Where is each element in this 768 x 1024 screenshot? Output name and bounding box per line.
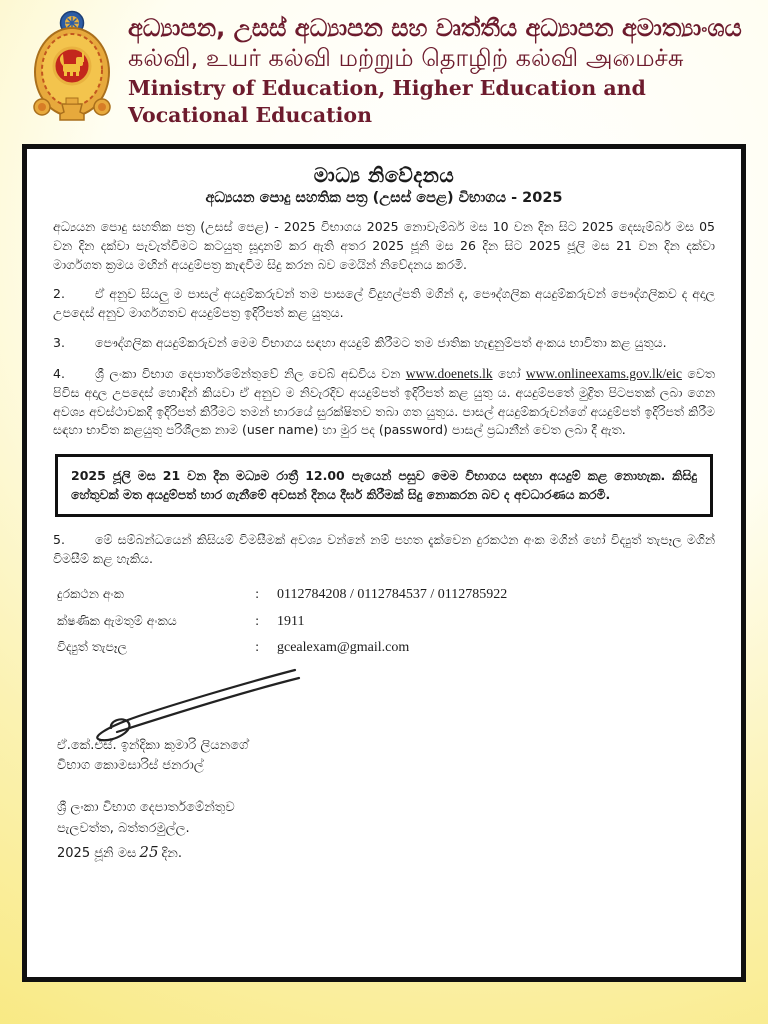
press-notice-document	[22, 144, 746, 982]
contact-row-hotline	[57, 609, 715, 636]
date-suffix: දින.	[161, 845, 182, 861]
signatory-position: විභාග කොමසාරිස් ජනරාල්	[57, 758, 204, 774]
paragraph-3-text: පෞද්ගලික අයදුම්කරුවන් මෙම විභාගය සඳහා අයදුම් කිරීමට තම ජාතික හැඳුනුම්පත් අංකය භාවිතා කළ යුතුය.	[95, 334, 667, 350]
hotline-label: ක්ෂණික ඇමතුම් අංකය	[57, 612, 177, 628]
contact-row-phone	[57, 582, 715, 609]
date-prefix: 2025 ජූනි මස	[57, 845, 137, 861]
doenets-link[interactable]: www.doenets.lk	[405, 365, 493, 381]
paragraph-4-text-a: ශ්‍රී ලංකා විභාග දෙපාර්තමේන්තුවේ නිල වෙබ් අඩවිය වන	[95, 365, 406, 381]
paragraph-2-number: 2.	[53, 286, 65, 302]
onlineexams-link[interactable]: www.onlineexams.gov.lk/eic	[525, 365, 682, 381]
paragraph-1: අධ්‍යයන පොදු සහතික පත්‍ර (උසස් පෙළ) - 2025 විභාගය 2025 නොවැම්බර් මස 10 වන දින සිට 2025 දෙසැම්බර් මස 05 වන දින දක්වා පැවැත්වීමට කටයුතු සූදානම් කර ඇති අතර 2025 ජූනි මස 26 දින සිට 2025 ජූලි මස 21 වන දින දක්වා මාර්ගගත ක්‍රමය මඟින් අයදුම්පත්‍ර කැඳවීම සිදු කරන බව මෙයින් නිවේදනය කරමි.	[53, 219, 715, 272]
paragraph-2	[53, 285, 715, 323]
email-label: විද්‍යුත් තැපෑල	[57, 639, 127, 655]
ministry-header	[0, 0, 768, 140]
notice-subtitle: අධ්‍යයන පොදු සහතික පත්‍ර (උසස් පෙළ) විභාගය - 2025	[205, 190, 563, 206]
signature-block	[57, 664, 715, 776]
paragraph-5-text: මේ සම්බන්ධයෙන් කිසියම් විමසීමක් අවශ්‍ය වන්නේ නම් පහත දැක්වෙන දුරකථන අංක මගින් හෝ විද්‍යුත් තැපෑල මගින් විමසීම් කළ හැකිය.	[53, 531, 715, 566]
handwritten-signature-icon	[81, 664, 316, 742]
sri-lanka-national-emblem-icon	[30, 8, 114, 134]
notice-title: මාධ්‍ය නිවේදනය	[313, 163, 455, 187]
ministry-name-tamil: கல்வி, உயர் கல்வி மற்றும் தொழிற் கல்வி அமைச்சு	[128, 44, 684, 73]
paragraph-3	[53, 334, 715, 353]
email-address: gcealexam@gmail.com	[277, 640, 410, 656]
paragraph-4-text-b: හෝ	[492, 365, 526, 381]
paragraph-3-number: 3.	[53, 334, 65, 350]
paragraph-4-text-c: වෙත පිවිස අදාල උපදෙස් හොඳින් කියවා ඒ අනුව ම නිවැරදිව අයදුම්පත් ඉදිරිපත් කළ යුතු ය. අයදුම්පතේ මුද්‍රිත පිටපතක් ලබා ගෙන අවශ්‍ය අවස්ථාවකදී ඉදිරිපත් කිරීමට තමන් භාරයේ සුරක්ෂිතව තබා ගත යුතුය. පාසල් අයදුම්කරුවන්ගේ අයදුම්පත් ඉදිරිපත් කිරීම සඳහා භාවිත කළයුතු පරිශීලක නාම (user name) හා මුර පද (password) පාසල් ප්‍රධානීන් වෙත ලබා දී ඇත.	[53, 365, 715, 438]
issue-date-line	[57, 840, 715, 865]
ministry-name-english: Ministry of Education, Higher Education and Vocational Education	[128, 76, 646, 127]
department-address: පැලවත්ත, බත්තරමුල්ල.	[57, 821, 190, 837]
handwritten-day: 25	[139, 842, 159, 861]
colon-separator: :	[255, 639, 260, 655]
signatory-name: ඒ.කේ.එස්. ඉන්දිකා කුමාරි ලියනගේ	[57, 738, 249, 754]
colon-separator: :	[255, 612, 260, 628]
ministry-name-sinhala: අධ්‍යාපන, උසස් අධ්‍යාපන සහ වෘත්තීය අධ්‍යාපන අමාත්‍යාංශය	[128, 14, 742, 43]
paragraph-4-number: 4.	[53, 365, 65, 381]
page-bottom-margin	[0, 982, 768, 1020]
colon-separator: :	[255, 586, 260, 602]
phone-label: දුරකථන අංක	[57, 586, 124, 602]
paragraph-2-text: ඒ අනුව සියලු ම පාසල් අයදුම්කරුවන් තම පාසලේ විදුහල්පති මගින් ද, පෞද්ගලික අයදුම්කරුවන් පෞද්ගලිකව ද අදාල උපදෙස් අනුව මාර්ගගතව අයදුම්පත්‍ර ඉදිරිපත් කළ යුතුය.	[53, 286, 715, 320]
contact-row-email	[57, 635, 715, 662]
ministry-titles	[128, 13, 750, 128]
paragraph-5-number: 5.	[53, 531, 65, 547]
deadline-warning-box: 2025 ජූලි මස 21 වන දින මධ්‍යම රාත්‍රී 12.00 පැයෙන් පසුව මෙම විභාගය සඳහා අයදුම් කළ නොහැක. කිසිදු හේතුවක් මත අයදුම්පත් භාර ගැනීමේ අවසන් දිනය දීර්ඝ කිරීමක් සිදු නොකරන බව ද අවධාරණය කරමි.	[55, 454, 713, 517]
paragraph-5	[53, 531, 715, 569]
paragraph-4	[53, 364, 715, 441]
contact-details	[57, 582, 715, 662]
department-name: ශ්‍රී ලංකා විභාග දෙපාර්තමේන්තුව	[57, 800, 235, 816]
phone-numbers: 0112784208 / 0112784537 / 0112785922	[277, 587, 508, 603]
hotline-number: 1911	[277, 613, 305, 629]
issuer-address-block	[57, 798, 715, 864]
